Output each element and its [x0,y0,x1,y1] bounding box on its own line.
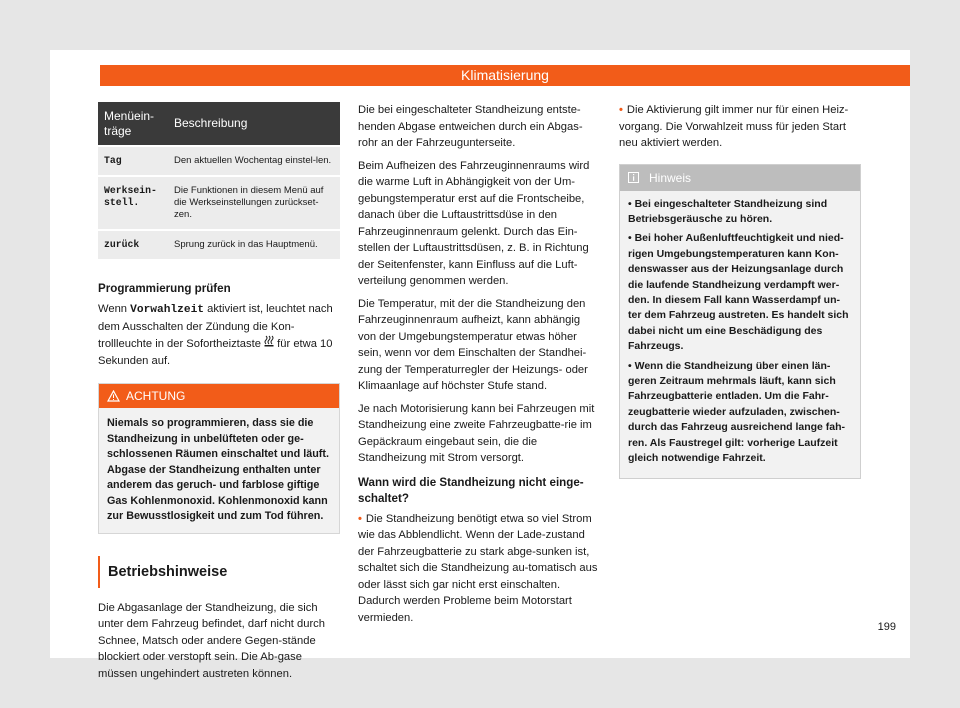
hint-item-text: Wenn die Standheizung über einen län-geren Zeitraum mehrmals läuft, kann sich Fahrzeugbatterie entladen. Um die Fahr-zeugbatterie wieder aufzuladen, zwischen-durch das Fahrzeug ausreichend lange fah-ren. Als Faustregel gilt: vorherige Laufzeit gleich notwendige Fahrzeit. [628,359,846,464]
table-header-description: Beschreibung [168,102,340,146]
column-right [619,102,861,479]
warning-triangle-icon [107,390,120,402]
table-cell-key: zurück [98,230,168,259]
hint-item: • Wenn die Standheizung über einen län-geren Zeitraum mehrmals läuft, kann sich Fahrzeugbatterie entladen. Um die Fahr-zeugbatterie wieder aufzuladen, zwischen-durch das Fahrzeug ausreichend lange fah-ren. Als Faustregel gilt: vorherige Laufzeit gleich notwendige Fahrzeit. [628,359,846,464]
paragraph: Die bei eingeschalteter Standheizung entste-henden Abgase entweichen durch ein Abgas-rohr an der Fahrzeugunterseite. [358,104,583,149]
table-header-menu: Menüein- träge [98,102,168,146]
bullet-item [619,102,861,152]
chapter-header: Klimatisierung [100,65,910,86]
hint-item: • Bei eingeschalteter Standheizung sind Betriebsgeräusche zu hören. [628,197,828,225]
code-vorwahlzeit: Vorwahlzeit [130,304,204,316]
warning-text: Niemals so programmieren, dass sie die Standheizung in unbelüfteten oder ge-schlossenen Räumen einschaltet und läuft. Abgase der Standheizung enthalten unter anderem das geruch- und farblose giftige Gas Kohlenmonoxid. Kohlenmonoxid kann zur Bewusstlosigkeit und zum Tod führen. [107,417,329,522]
operating-title: Betriebshinweise [98,556,340,588]
hint-box [619,164,861,480]
heater-button-icon [264,335,274,347]
hint-item: • Bei hoher Außenluftfeuchtigkeit und nied-rigen Umgebungstemperaturen kann Kon-denswasser aus der Heizungsanlage durch die laufende Standheizung verdampft wer-den. In diesem Fall kann Wasserdampf un-ter dem Fahrzeug austreten. Es handelt sich dabei nicht um eine Beschädigung des Fahrzeugs. [628,232,849,353]
table-row [98,230,340,259]
warning-box [98,383,340,534]
paragraph: Beim Aufheizen des Fahrzeuginnenraums wird die warme Luft in Abhängigkeit von der Um-gebungstemperatur erst auf die Frontscheibe, danach über die Luftaustrittsdüse in den Fahrzeuginnenraum gelenkt. Durch das Ein-stellen der Luftaustrittsdüsen, z. B. in Richtung der Seitenfenster, kann Einfluss auf die Luft-verteilung genommen werden. [358,159,590,287]
bullet-text: Die Standheizung benötigt etwa so viel Strom wie das Abblendlicht. Wenn der Lade-zustand der Fahrzeugbatterie zu stark abge-sunken ist, schaltet sich die Standheizung au-tomatisch aus oder lässt sich gar nicht erst einschalten. Dadurch werden Probleme beim Motorstart vermieden. [358,512,598,624]
table-row [98,176,340,230]
bullet-dot-icon: • [358,512,362,525]
warning-header [99,384,339,408]
hint-item-text: Bei eingeschalteter Standheizung sind Betriebsgeräusche zu hören. [628,197,828,225]
manual-page [50,50,910,680]
bullet-text: Die Aktivierung gilt immer nur für einen Heiz-vorgang. Die Vorwahlzeit muss für jeden Start neu aktiviert werden. [619,104,849,149]
operating-text: Die Abgasanlage der Standheizung, die sich unter dem Fahrzeug befindet, darf nicht durch Schnee, Matsch oder andere Gegen-stände blockiert oder verstopft sein. Die Ab-gase müssen ungehindert austreten können. [98,601,325,680]
table-cell-desc: Sprung zurück in das Hauptmenü. [168,230,340,259]
menu-table [98,102,340,259]
column-left [98,102,340,688]
programming-section [98,281,340,369]
hint-label: Hinweis [649,170,692,185]
table-cell-key: Tag [98,146,168,176]
table-header-row [98,102,340,146]
hint-header [620,165,860,191]
warning-label: ACHTUNG [126,389,186,403]
paragraph: Die Temperatur, mit der die Standheizung den Fahrzeuginnenraum aufheizt, kann abhängig von der Umgebungstemperatur etwas höher sein, wenn vor dem Einschalten der Standhei-zung der Temperaturregler der Heizungs- oder Klimaanlage auf höchster Stufe stand. [358,297,588,392]
column-middle [358,102,600,632]
programming-text-pre: Wenn [98,303,131,315]
page-number: 199 [877,621,896,633]
info-icon [628,172,639,183]
hint-item-text: Bei hoher Außenluftfeuchtigkeit und nied-rigen Umgebungstemperaturen kann Kon-denswasser aus der Heizungsanlage durch die laufende Standheizung verdampft wer-den. In diesem Fall kann Wasserdampf un-ter dem Fahrzeug austreten. Es handelt sich dabei nicht um eine Beschädigung des Fahrzeugs. [628,232,849,353]
programming-title: Programmierung prüfen [98,282,231,295]
table-cell-desc: Den aktuellen Wochentag einstel-len. [168,146,340,176]
table-row [98,146,340,176]
bullet-dot-icon: • [619,104,623,116]
programming-text-post2: für etwa 10 Sekunden auf. [98,338,333,367]
paragraph: Je nach Motorisierung kann bei Fahrzeugen mit Standheizung eine zweite Fahrzeugbatte-rie im Gepäckraum eingebaut sein, die die Standheizung mit Strom versorgt. [358,402,595,464]
table-cell-key: Werksein-stell. [98,176,168,230]
subheading-not-activated: Wann wird die Standheizung nicht einge-schaltet? [358,475,584,505]
programming-text-post: aktiviert ist, leuchtet nach dem Ausschalten der Zündung die Kon-trollleuchte in der Sofortheiztaste [98,303,333,350]
bullet-item [358,511,600,627]
programming-text [98,301,340,369]
hint-text [620,191,860,479]
table-cell-desc: Die Funktionen in diesem Menü auf die Werkseinstellungen zurückset-zen. [168,176,340,230]
